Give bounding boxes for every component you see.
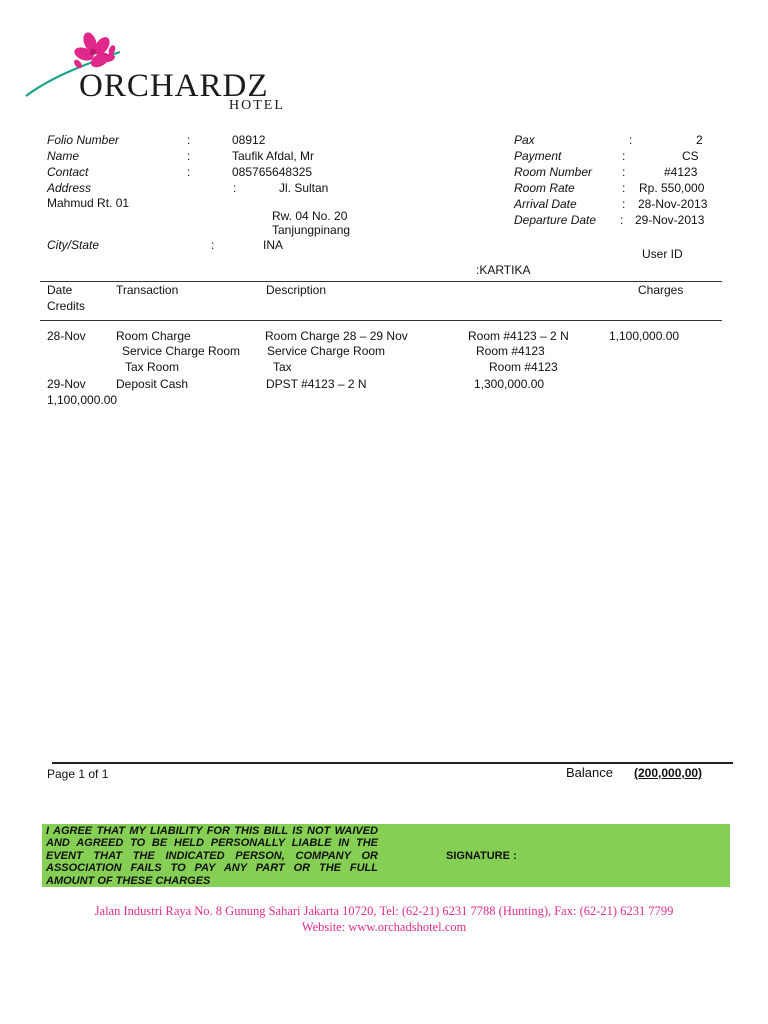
row-room: Room #4123 – 2 N: [468, 329, 569, 343]
liability-statement: I AGREE THAT MY LIABILITY FOR THIS BILL IS NOT WAIVED AND AGREED TO BE HELD PERSONALLY LIABLE IN THE EVENT THAT THE INDICATED PERSON, COMPANY OR ASSOCIATION FAILS TO PAY ANY PART OR THE FULL AMOUNT OF THESE CHARGES: [46, 825, 378, 887]
colon: :: [622, 181, 626, 195]
header-bottom-rule: [40, 320, 722, 321]
row-date: 28-Nov: [47, 329, 86, 343]
arrival-date-label: Arrival Date: [514, 197, 577, 211]
room-number-label: Room Number: [514, 165, 593, 179]
row-credit: 1,100,000.00: [47, 393, 118, 407]
folio-number-value: 08912: [232, 133, 266, 147]
room-rate-value: Rp. 550,000: [639, 181, 705, 195]
row-description: Room Charge 28 – 29 Nov: [265, 329, 408, 343]
row-description: Tax: [273, 360, 292, 374]
row-description: Service Charge Room: [267, 344, 386, 358]
colon: :: [187, 165, 191, 179]
pax-value: 2: [696, 133, 703, 147]
hotel-name: ORCHARDZ: [79, 68, 269, 104]
row-amount: 1,100,000.00: [609, 329, 680, 343]
address-label: Address: [47, 181, 92, 195]
summary-rule: [52, 762, 733, 764]
city-state-label: City/State: [47, 238, 100, 252]
contact-value: 085765648325: [232, 165, 313, 179]
footer-address: Jalan Industri Raya No. 8 Gunung Sahari Jakarta 10720, Tel: (62-21) 6231 7788 (Hunting), Fax: (62-21) 6231 7799: [94, 904, 674, 918]
header-description: Description: [266, 283, 327, 297]
row-amount: 1,300,000.00: [474, 377, 545, 391]
header-date: Date: [47, 283, 73, 297]
header-credits: Credits: [47, 299, 86, 313]
row-room: Room #4123: [489, 360, 558, 374]
name-value: Taufik Afdal, Mr: [232, 149, 315, 163]
row-transaction: Room Charge: [116, 329, 191, 343]
room-number-value: #4123: [664, 165, 698, 179]
folio-number-label: Folio Number: [47, 133, 120, 147]
room-rate-label: Room Rate: [514, 181, 575, 195]
row-description: DPST #4123 – 2 N: [266, 377, 367, 391]
page-number: Page 1 of 1: [47, 767, 109, 781]
header-top-rule: [40, 281, 722, 282]
address-line1b: Mahmud Rt. 01: [47, 196, 130, 210]
row-transaction: Tax Room: [125, 360, 180, 374]
colon: :: [211, 238, 215, 252]
header-transaction: Transaction: [116, 283, 179, 297]
user-id-label: User ID: [642, 247, 683, 261]
row-transaction: Service Charge Room: [122, 344, 241, 358]
name-label: Name: [47, 149, 80, 163]
hotel-subtitle: HOTEL: [229, 98, 285, 113]
departure-date-value: 29-Nov-2013: [635, 213, 705, 227]
liability-box: [42, 824, 730, 887]
signature-label: SIGNATURE :: [446, 850, 517, 862]
city-state-value: INA: [263, 238, 284, 252]
colon: :: [622, 197, 626, 211]
arrival-date-value: 28-Nov-2013: [638, 197, 708, 211]
payment-label: Payment: [514, 149, 562, 163]
address-line2: Rw. 04 No. 20: [272, 209, 348, 223]
address-line3: Tanjungpinang: [272, 223, 351, 237]
footer-website: Website: www.orchadshotel.com: [301, 920, 467, 934]
header-charges: Charges: [638, 283, 684, 297]
payment-value: CS: [682, 149, 699, 163]
departure-date-label: Departure Date: [514, 213, 597, 227]
user-id-value: :KARTIKA: [476, 263, 531, 277]
colon: :: [187, 133, 191, 147]
balance-label: Balance: [566, 765, 613, 780]
colon: :: [187, 149, 191, 163]
address-line1: Jl. Sultan: [279, 181, 329, 195]
colon: :: [622, 165, 626, 179]
row-date: 29-Nov: [47, 377, 86, 391]
colon: :: [622, 149, 626, 163]
colon: :: [620, 213, 624, 227]
pax-label: Pax: [514, 133, 535, 147]
balance-value: (200,000,00): [634, 766, 703, 780]
colon: :: [233, 181, 237, 195]
row-room: Room #4123: [476, 344, 545, 358]
contact-label: Contact: [47, 165, 89, 179]
colon: :: [629, 133, 633, 147]
row-transaction: Deposit Cash: [116, 377, 189, 391]
